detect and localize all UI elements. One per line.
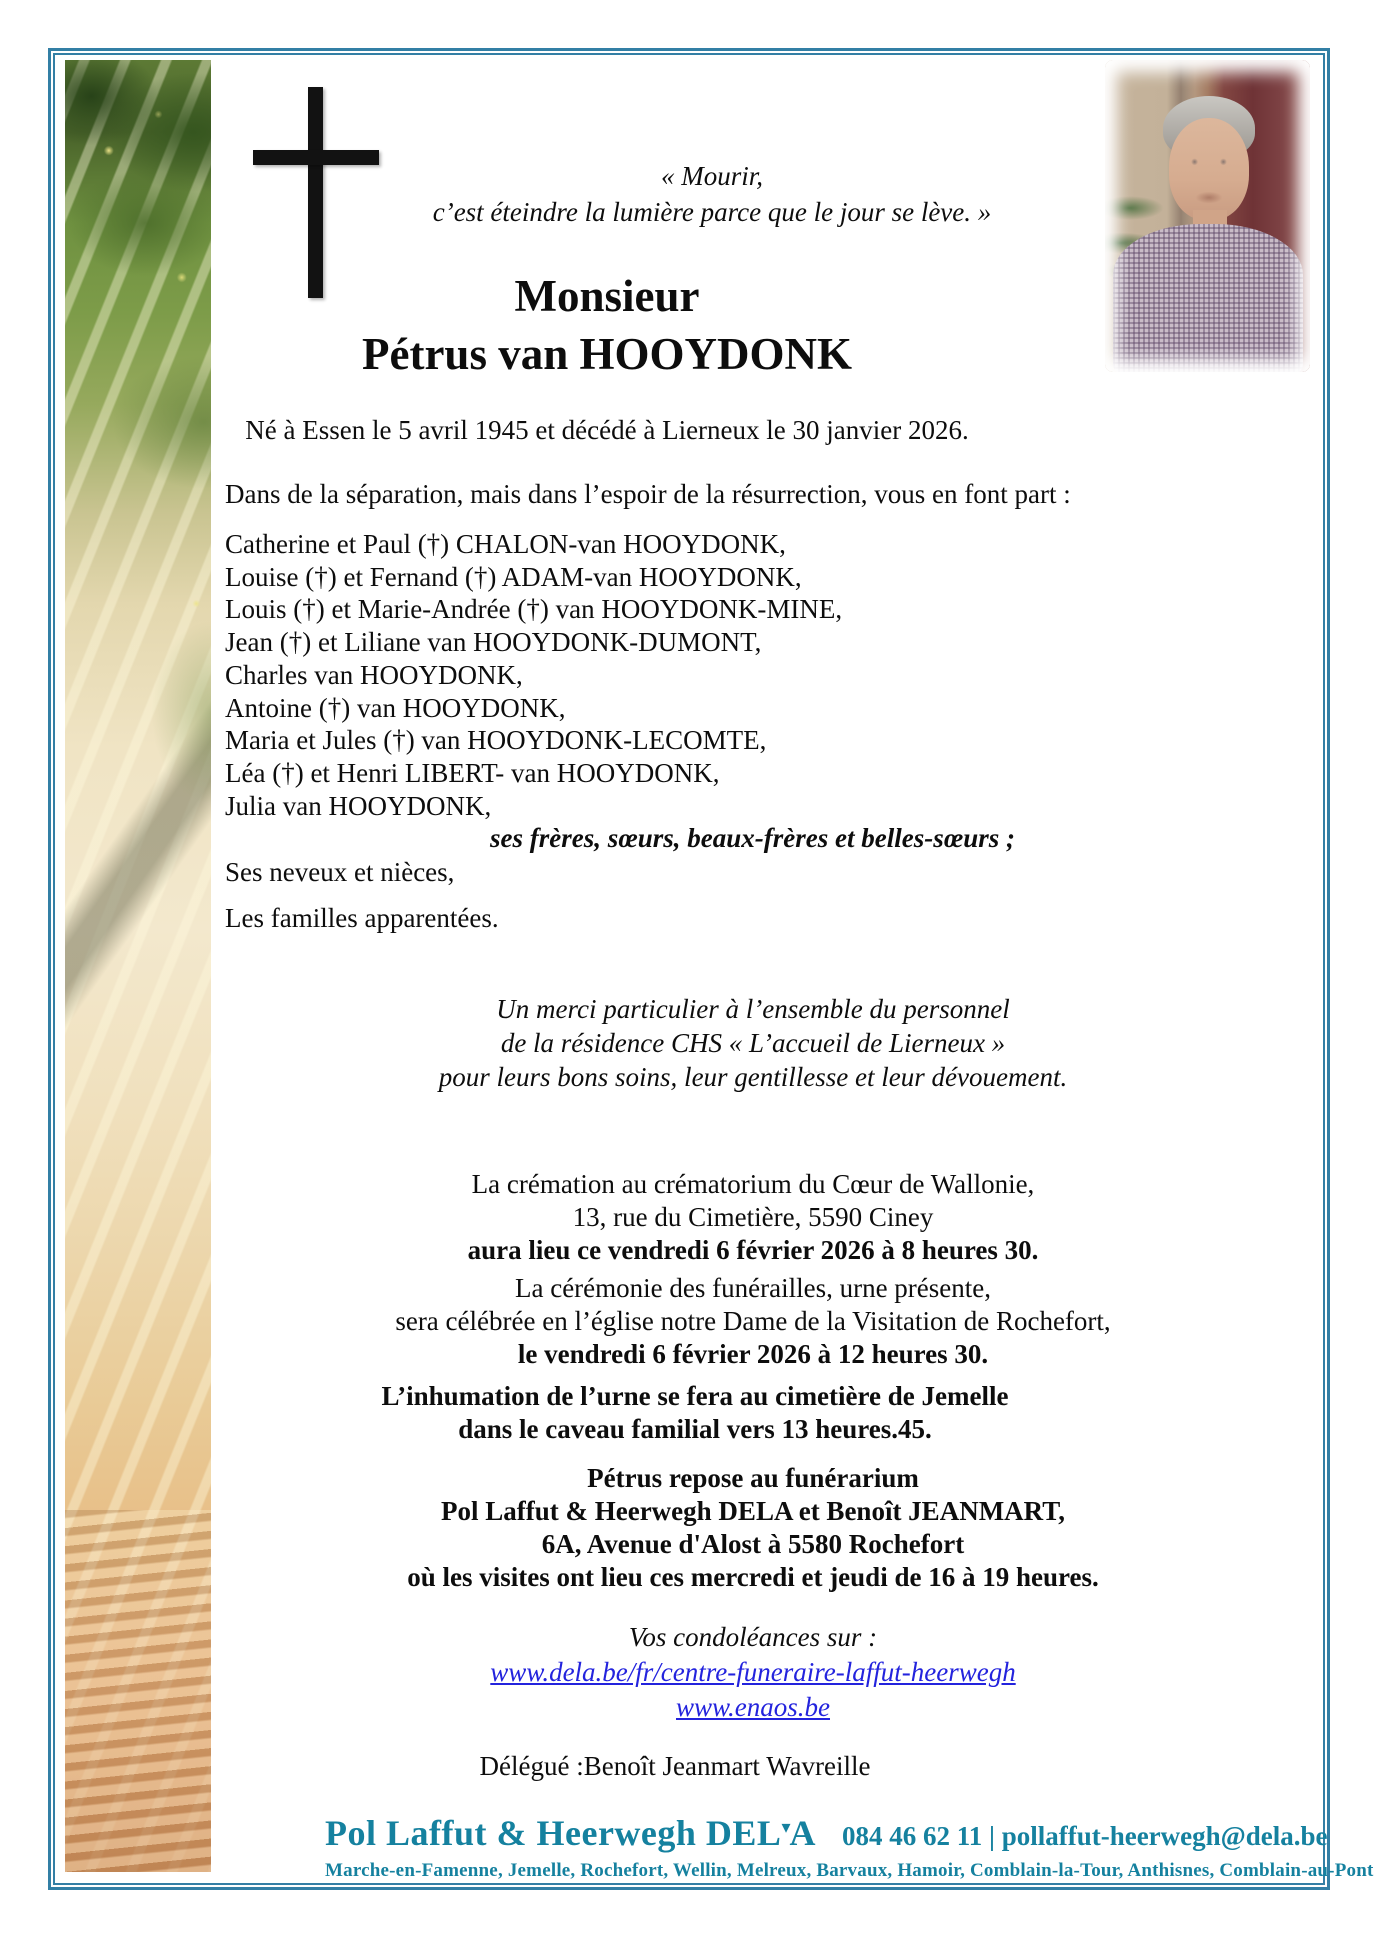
quote-line: « Mourir, — [660, 161, 763, 191]
brand-text: Pol Laffut & Heerwegh DEL — [325, 1813, 782, 1853]
ceremony-datetime: le vendredi 6 février 2026 à 12 heures 30. — [517, 1339, 989, 1369]
funerarium-line: où les visites ont lieu ces mercredi et jeudi de 16 à 19 heures. — [407, 1562, 1099, 1592]
family-member: Julia van HOOYDONK, — [225, 790, 492, 821]
thanks-paragraph — [179, 992, 1327, 1094]
family-member: Catherine et Paul (†) CHALON-van HOOYDONK, — [225, 529, 786, 559]
family-member: Antoine (†) van HOOYDONK, — [225, 692, 566, 723]
family-member: Charles van HOOYDONK, — [225, 659, 523, 690]
brand-text: A — [789, 1813, 816, 1853]
relation-note: ses frères, sœurs, beaux-frères et belles-sœurs ; — [490, 823, 1015, 853]
quote-line: c’est éteindre la lumière parce que le jour se lève. » — [432, 197, 992, 227]
family-member: Léa (†) et Henri LIBERT- van HOOYDONK, — [225, 757, 720, 788]
footer-contact: 084 46 62 11 | pollaffut-heerwegh@dela.be — [841, 1821, 1328, 1851]
ceremony-details — [179, 1272, 1327, 1371]
inhumation-line: dans le caveau familial vers 13 heures.45. — [458, 1414, 932, 1444]
family-member: Louis (†) et Marie-Andrée (†) van HOOYDONK-MINE, — [225, 594, 843, 625]
deceased-salutation: Monsieur — [514, 271, 700, 321]
cremation-datetime: aura lieu ce vendredi 6 février 2026 à 8 heures 30. — [467, 1235, 1039, 1265]
condolences-label: Vos condoléances sur : — [628, 1622, 878, 1652]
brand-triangle-mark: ▾ — [781, 1817, 790, 1837]
condolences-link-enaos[interactable]: www.enaos.be — [676, 1692, 830, 1722]
ceremony-line: La cérémonie des funérailles, urne présente, — [514, 1273, 992, 1303]
inhumation-details — [131, 1380, 1259, 1446]
deceased-name: Pétrus van HOOYDONK — [362, 329, 852, 379]
related-families-line: Les familles apparentées. — [225, 903, 499, 933]
nieces-nephews-line: Ses neveux et nièces, — [225, 857, 455, 887]
condolences-section — [179, 1620, 1327, 1725]
condolences-link-dela[interactable]: www.dela.be/fr/centre-funeraire-laffut-heerwegh — [490, 1657, 1016, 1687]
thanks-line: Un merci particulier à l’ensemble du personnel — [496, 994, 1010, 1024]
footer-locations: Marche-en-Famenne, Jemelle, Rochefort, Wellin, Melreux, Barvaux, Hamoir, Comblain-la-Tour, Anthisnes, Comblain-au-Pont — [325, 1860, 1374, 1881]
family-member: Jean (†) et Liliane van HOOYDONK-DUMONT, — [225, 627, 762, 658]
deceased-life-dates: Né à Essen le 5 avril 1945 et décédé à Lierneux le 30 janvier 2026. — [245, 415, 969, 445]
family-member: Louise (†) et Fernand (†) ADAM-van HOOYDONK, — [225, 561, 802, 592]
funerarium-details — [179, 1462, 1327, 1594]
delegate-line: Délégué :Benoît Jeanmart Wavreille — [479, 1751, 871, 1781]
thanks-line: de la résidence CHS « L’accueil de Lierneux » — [500, 1028, 1006, 1058]
cremation-line: La crémation au crématorium du Cœur de Wallonie, — [471, 1169, 1035, 1199]
thanks-line: pour leurs bons soins, leur gentillesse et leur dévouement. — [438, 1062, 1068, 1092]
ceremony-line: sera célébrée en l’église notre Dame de la Visitation de Rochefort, — [395, 1306, 1111, 1336]
announcement-intro: Dans de la séparation, mais dans l’espoir de la résurrection, vous en font part : — [225, 479, 1071, 509]
funeral-home-logo — [325, 1812, 816, 1854]
funerarium-line: Pol Laffut & Heerwegh DELA et Benoît JEANMART, — [441, 1496, 1065, 1526]
funeral-home-footer — [325, 1812, 1374, 1882]
page-border-frame — [48, 48, 1374, 1890]
opening-quote — [97, 158, 1327, 230]
inhumation-line: L’inhumation de l’urne se fera au cimetière de Jemelle — [381, 1381, 1009, 1411]
funerarium-line: 6A, Avenue d'Alost à 5580 Rochefort — [541, 1529, 965, 1559]
funerarium-line: Pétrus repose au funérarium — [587, 1463, 919, 1493]
family-member: Maria et Jules (†) van HOOYDONK-LECOMTE, — [225, 725, 767, 756]
cremation-line: 13, rue du Cimetière, 5590 Ciney — [572, 1202, 934, 1232]
cremation-details — [179, 1168, 1327, 1267]
family-members-list — [225, 528, 1225, 822]
